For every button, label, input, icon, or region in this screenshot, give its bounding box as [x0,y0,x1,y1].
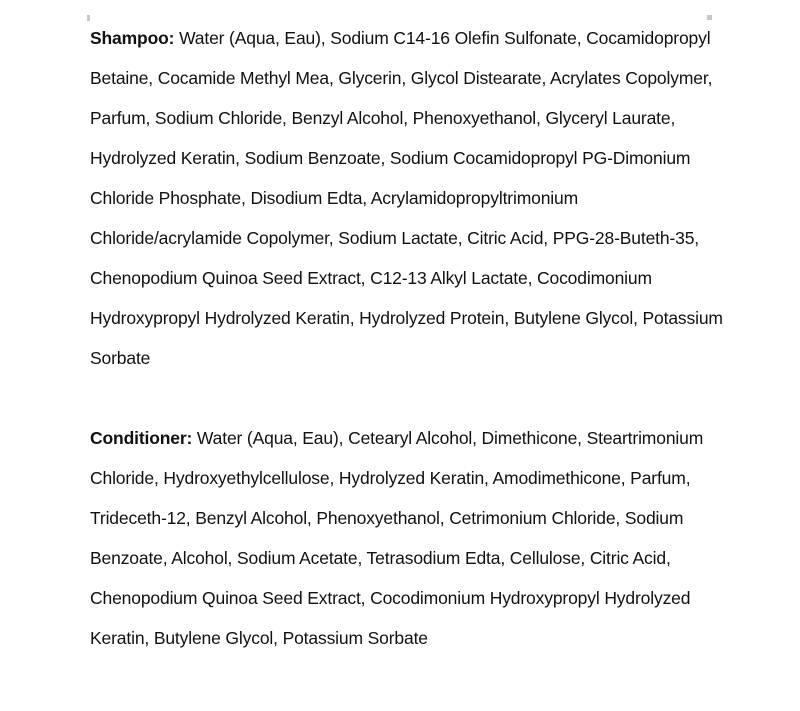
shampoo-ingredients-text: Water (Aqua, Eau), Sodium C14-16 Olefin Sulfonate, Cocamidopropyl Betaine, Cocamide Methyl Mea, Glycerin, Glycol Distearate, Acrylates Copolymer, Parfum, Sodium Chloride, Benzyl Alcohol, Phenoxyethanol, Glyceryl Laurate, Hydrolyzed Keratin, Sodium Benzoate, Sodium Cocamidopropyl PG-Dimonium Chloride Phosphate, Disodium Edta, Acrylamidopropyltrimonium Chloride/acrylamide Copolymer, Sodium Lactate, Citric Acid, PPG-28-Buteth-35, Chenopodium Quinoa Seed Extract, C12-13 Alkyl Lactate, Cocodimonium Hydroxypropyl Hydrolyzed Keratin, Hydrolyzed Protein, Butylene Glycol, Potassium Sorbate [90,28,723,368]
conditioner-ingredients-paragraph [90,418,730,658]
document-body[interactable] [90,18,730,658]
shampoo-label: Shampoo: [90,28,175,48]
conditioner-label: Conditioner: [90,428,193,448]
shampoo-ingredients-paragraph [90,18,730,378]
conditioner-ingredients-text: Water (Aqua, Eau), Cetearyl Alcohol, Dimethicone, Steartrimonium Chloride, Hydroxyethylcellulose, Hydrolyzed Keratin, Amodimethicone, Parfum, Trideceth-12, Benzyl Alcohol, Phenoxyethanol, Cetrimonium Chloride, Sodium Benzoate, Alcohol, Sodium Acetate, Tetrasodium Edta, Cellulose, Citric Acid, Chenopodium Quinoa Seed Extract, Cocodimonium Hydroxypropyl Hydrolyzed Keratin, Butylene Glycol, Potassium Sorbate [90,428,704,648]
